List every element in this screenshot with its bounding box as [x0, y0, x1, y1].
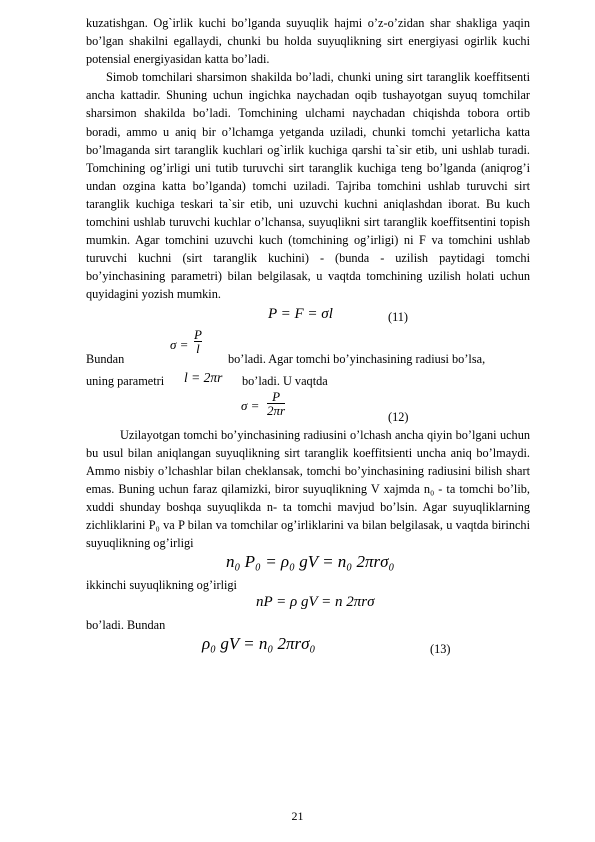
equation-12-number: (12) [388, 409, 409, 424]
equation-12-fraction [267, 390, 285, 417]
equation-11 [86, 304, 530, 328]
parameter-tail: bo’ladi. U vaqtda [242, 373, 328, 388]
second-liquid-label: ikkinchi suyuqlikning og’irligi [86, 578, 237, 593]
parameter-line [86, 368, 530, 390]
equation-first-expr: n₀ P₀ = ρ₀ gV = n₀ 2πrσ₀ [226, 552, 395, 572]
equation-12-numerator: P [272, 388, 281, 404]
fraction-numerator: P [194, 326, 202, 342]
sigma-fraction [194, 328, 202, 355]
sigma-lhs: σ = [170, 336, 189, 352]
equation-13 [86, 634, 530, 660]
equation-second-liquid [86, 594, 530, 616]
equation-second-expr: nP = ρ gV = n 2πrσ [256, 594, 375, 611]
page-content [86, 14, 530, 660]
bundan-2: bo’ladi. Bundan [86, 618, 166, 633]
bundan-tail: bo’ladi. Agar tomchi bo’yinchasining radiusi bo’lsa, [228, 351, 486, 366]
equation-13-expr: ρ₀ gV = n₀ 2πrσ₀ [202, 634, 316, 654]
equation-12-denominator: 2πr [267, 402, 286, 418]
parameter-expr: l = 2πr [184, 369, 223, 385]
fraction-denominator: l [194, 341, 202, 355]
paragraph-3: Uzilayotgan tomchi bo’yinchasining radiusini o’lchash ancha qiyin bo’lgani uchun bu usul bilan aniqlangan suyuqlikning sirt taranglik koeffitsienti uncha aniq bo’lmaydi. Ammo nisbiy o’lchashlar bilan cheklansak, tomchi bo’yinchasining radiusini bilish shart emas. Buning uchun faraz qilamizki, biror suyuqlikning V xajmda n₀ - ta tomchi bo’lib, xuddi shunday boshqa suyuqlikda n- ta tomchi mavjud bo’lsin. Agar suyuqliklarning zichliklarini P₀ va P bilan va tomchilar og’irliklarini va bilan belgilasak, u vaqtda birinchi suyuqlikning og’irligi [86, 427, 530, 551]
parameter-label: uning parametri [86, 373, 165, 388]
equation-12 [86, 390, 530, 426]
paragraph-2: Simob tomchilari sharsimon shakilda bo’ladi, chunki uning sirt taranglik koeffitsenti ancha kattadir. Shuning uchun ingichka naychadan oqib tushayotgan suyuq tomchilar sharsimon shakilda bo’ladi. Tomchining ulchami naychadan chiqishda tobora ortib boradi, ammo u aniq bir o’lchamga yetganda uziladi, chunki tomchi yetarlicha katta bo’lmaganda sirt taranglik kuchlari og`irlik kuchiga qarshi ta`sir etib, uni ushlab turadi. Tomchining og’irligi uni tutib turuvchi sirt taranglik kuchiga teng bo’lganda (aniqrog’i undan ozgina katta bo’lganda) tomchi uziladi. Tajriba tomchini ushlab turuvchi sirt taranglik kuchiga teskari ta`sir etib, uni uzuvchi kuchni aniqlashdan iborat. Bu kuch tomchini ushlab turuvchi kuchlar o’lchansa, suyuqlikni sirt taranglik koeffitsentini topish mumkin. Agar tomchini uzuvchi kuch (tomchining og’irligi) ni F va tomchini ushlab turuvchi kuchni (sirt taranglik kuchini) - (bunda - uzilish paytidagi tomchi bo’yinchasining parametri) bilan belgilasak, u vaqtda tomchining uzilish holati uchun quyidagini yozish mumkin. [86, 70, 530, 302]
equation-11-expr: P = F = σl [268, 305, 333, 322]
bundan-label: Bundan [86, 351, 125, 366]
equation-first-liquid [86, 552, 530, 576]
bundan-line [86, 328, 530, 368]
equation-11-number: (11) [388, 309, 409, 324]
equation-13-number: (13) [430, 642, 451, 657]
paragraph-1: kuzatishgan. Og`irlik kuchi bo’lganda suyuqlik hajmi o’z-o’zidan shar shakliga yaqin bo’lgan shakilni egallaydi, chunki bu holda suyuqlikning sirt energiyasi ogirlik kuchi potensial energiyasidan katta bo’ladi. [86, 16, 530, 67]
equation-12-lhs: σ = [241, 397, 260, 413]
page-number: 21 [291, 809, 304, 823]
